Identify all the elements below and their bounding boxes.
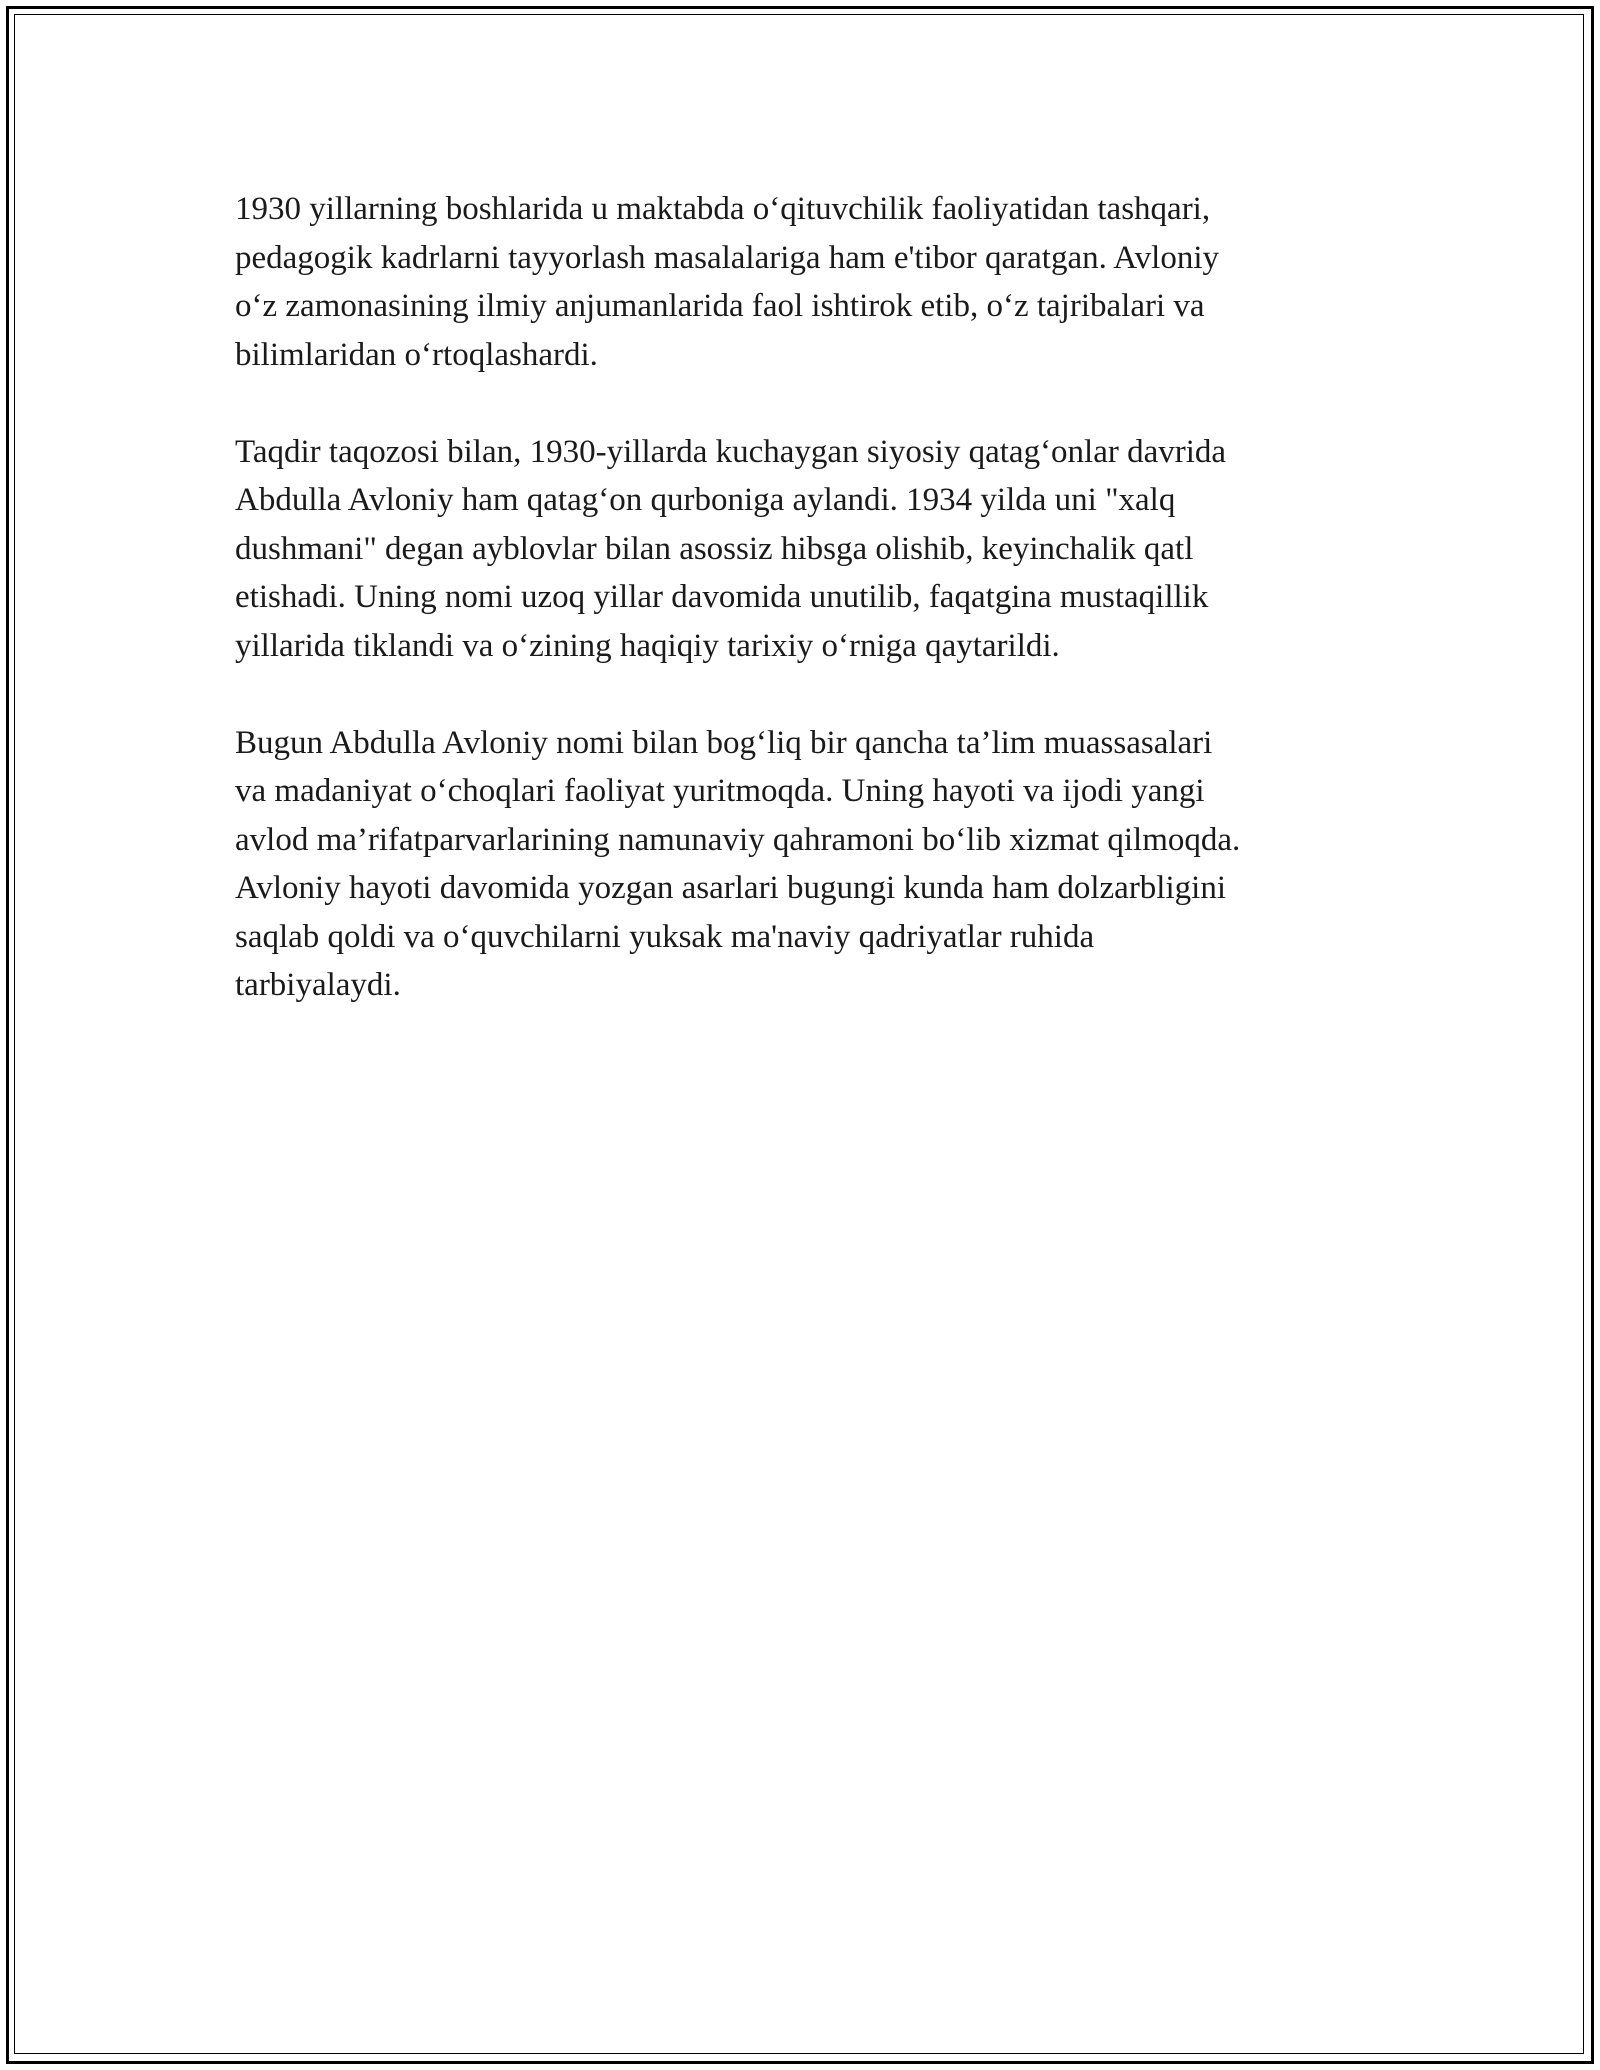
document-body xyxy=(235,185,1365,1058)
paragraph-3: Bugun Abdulla Avloniy nomi bilan bog‘liq bir qancha ta’lim muassasalari va madaniyat o‘choqlari faoliyat yuritmoqda. Uning hayoti va ijodi yangi avlod ma’rifatparvarlarining namunaviy qahramoni bo‘lib xizmat qilmoqda. Avloniy hayoti davomida yozgan asarlari bugungi kunda ham dolzarbligini saqlab qoldi va o‘quvchilarni yuksak ma'naviy qadriyatlar ruhida tarbiyalaydi. xyxy=(235,724,1241,1003)
paragraph-1: 1930 yillarning boshlarida u maktabda o‘qituvchilik faoliyatidan tashqari, pedagogik kadrlarni tayyorlash masalalariga ham e'tibor qaratgan. Avloniy o‘z zamonasining ilmiy anjumanlarida faol ishtirok etib, o‘z tajribalari va bilimlaridan o‘rtoqlashardi. xyxy=(235,191,1220,373)
paragraph-2: Taqdir taqozosi bilan, 1930-yillarda kuchaygan siyosiy qatag‘onlar davrida Abdulla Avloniy ham qatag‘on qurboniga aylandi. 1934 yilda uni "xalq dushmani" degan ayblovlar bilan asossiz hibsga olishib, keyinchalik qatl etishadi. Uning nomi uzoq yillar davomida unutilib, faqatgina mustaqillik yillarida tiklandi va o‘zining haqiqiy tarixiy o‘rniga qaytarildi. xyxy=(235,433,1227,664)
